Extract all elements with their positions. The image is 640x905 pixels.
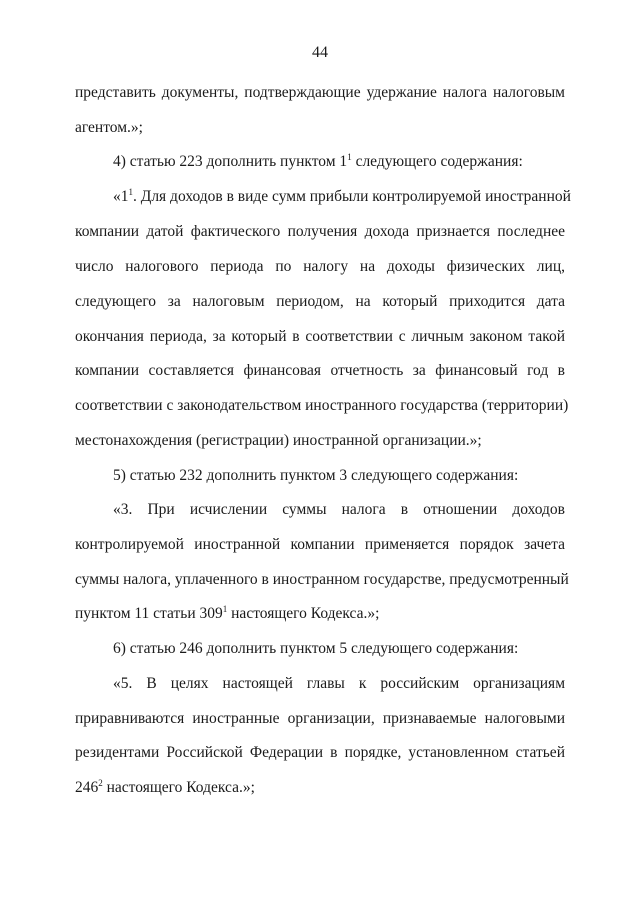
paragraph-line: контролируемой иностранной компании применяется порядок зачета	[75, 536, 565, 553]
text-run: . Для доходов в виде сумм прибыли контролируемой иностранной	[133, 188, 571, 205]
paragraph-line	[113, 152, 523, 172]
text-run: «1	[113, 188, 129, 205]
paragraph-line: окончания периода, за который в соответствии с личным законом такой	[75, 328, 565, 345]
paragraph-line: компании составляется финансовая отчетность за финансовый год в	[75, 362, 565, 379]
paragraph-line: представить документы, подтверждающие удержание налога налоговым	[75, 84, 565, 101]
text-run: пунктом 11 статьи 309	[75, 605, 223, 622]
superscript: 1	[128, 187, 133, 197]
paragraph-line	[75, 604, 379, 624]
page-number: 44	[312, 44, 328, 61]
paragraph-line	[113, 187, 571, 207]
paragraph-line: соответствии с законодательством иностранного государства (территории)	[75, 397, 569, 414]
paragraph-line: число налогового периода по налогу на доходы физических лиц,	[75, 258, 565, 275]
paragraph-line: 5) статью 232 дополнить пунктом 3 следующего содержания:	[113, 467, 519, 484]
paragraph-line: местонахождения (регистрации) иностранной организации.»;	[75, 432, 482, 449]
superscript: 1	[222, 604, 228, 614]
paragraph-line: 6) статью 246 дополнить пунктом 5 следующего содержания:	[113, 640, 519, 657]
text-run: следующего содержания:	[351, 153, 523, 170]
paragraph-line: агентом.»;	[75, 119, 143, 136]
text-run: настоящего Кодекса.»;	[227, 605, 380, 622]
text-run: 246	[75, 779, 99, 796]
paragraph-line: «3. При исчислении суммы налога в отношении доходов	[113, 501, 565, 518]
paragraph-line: компании датой фактического получения дохода признается последнее	[75, 223, 565, 240]
paragraph-line: резидентами Российской Федерации в порядке, установленном статьей	[75, 744, 565, 761]
paragraph-line	[75, 778, 255, 798]
text-run: настоящего Кодекса.»;	[102, 779, 255, 796]
text-run: 4) статью 223 дополнить пунктом 1	[113, 153, 348, 170]
paragraph-line: суммы налога, уплаченного в иностранном государстве, предусмотренный	[75, 571, 569, 588]
paragraph-line: следующего за налоговым периодом, на который приходится дата	[75, 293, 565, 310]
superscript: 2	[98, 778, 103, 788]
superscript: 1	[347, 152, 352, 162]
paragraph-line: приравниваются иностранные организации, признаваемые налоговыми	[75, 710, 565, 727]
paragraph-line: «5. В целях настоящей главы к российским организациям	[113, 675, 565, 692]
